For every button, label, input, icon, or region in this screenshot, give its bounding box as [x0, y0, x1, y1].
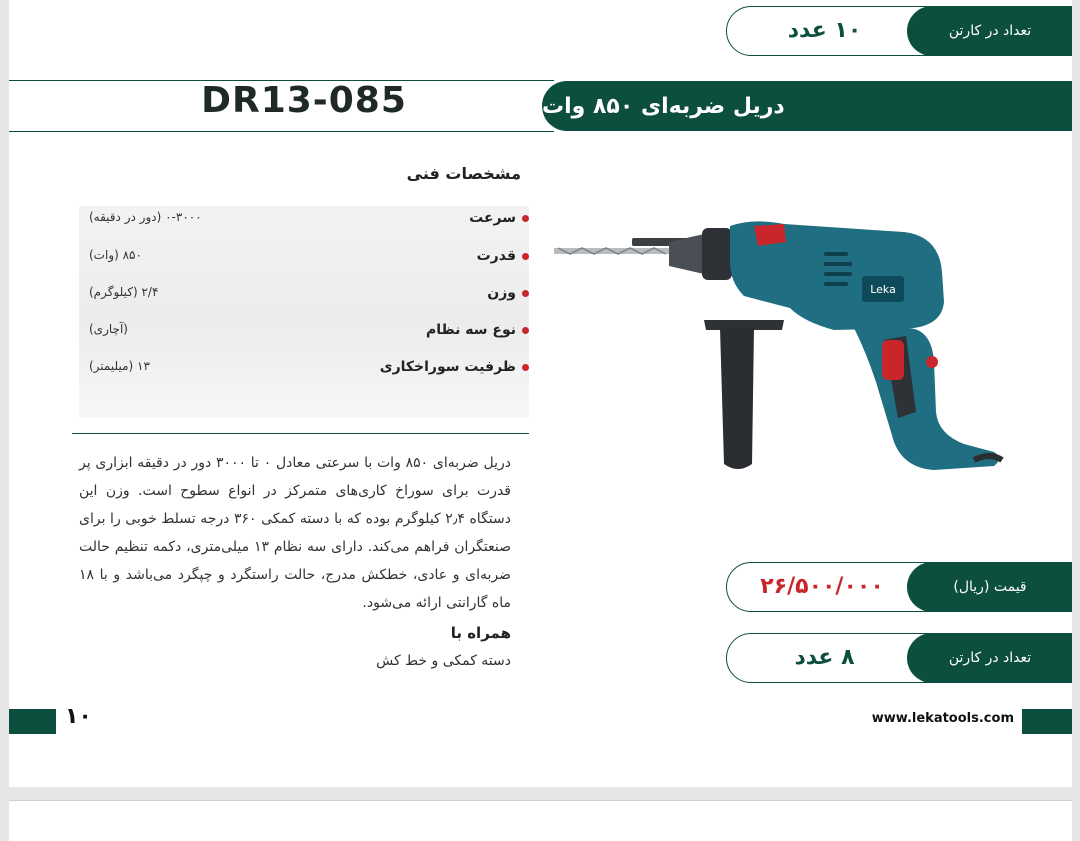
accessories-title: همراه با: [450, 624, 511, 642]
bullet-icon: [522, 327, 529, 334]
next-page-edge: [9, 800, 1072, 841]
spec-row-capacity: [79, 355, 529, 385]
spec-value: ۰-۳۰۰۰ (دور در دقیقه): [89, 210, 202, 224]
specs-heading: مشخصات فنی: [406, 164, 521, 183]
drill-bit: [554, 248, 674, 254]
bottom-carton-label: تعداد در کارتن: [907, 633, 1072, 683]
spec-row-weight: [79, 281, 529, 311]
spec-value: (آچاری): [89, 322, 128, 336]
accessories-text: دسته کمکی و خط کش: [376, 653, 511, 669]
spec-label: نوع سه نظام: [425, 322, 516, 338]
spec-row-power: [79, 244, 529, 274]
spec-label: وزن: [487, 285, 516, 301]
brand-logo: Leka: [870, 283, 896, 296]
drill-handle: [854, 328, 999, 470]
website-link[interactable]: www.lekatools.com: [871, 711, 1014, 726]
top-carton-value: ۱۰ عدد: [787, 18, 862, 43]
bottom-carton-value: ۸ عدد: [794, 645, 855, 670]
bottom-carton-pill: [726, 633, 1072, 683]
price-value: ۲۶/۵۰۰/۰۰۰: [760, 574, 884, 599]
spec-value: ۸۵۰ (وات): [89, 248, 142, 262]
drill-product-image: [554, 212, 1004, 477]
page-number: ۱۰: [65, 704, 92, 729]
bullet-icon: [522, 253, 529, 260]
footer-bar-right: [1022, 709, 1072, 734]
product-description: دریل ضربه‌ای ۸۵۰ وات با سرعتی معادل ۰ تا ۳۰۰۰ دور در دقیقه ابزاری پر قدرت برای سوراخ کاری‌های متمرکز در انواع سطوح است. وزن این دستگاه ۲٫۴ کیلوگرم بوده که با دسته کمکی ۳۶۰ درجه تسلط خوبی را برای صنعتگران فراهم می‌کند. دارای سه نظام ۱۳ میلی‌متری، دکمه تنظیم حالت ضربه‌ای و عادی، خطکش مدرج، حالت راستگرد و چپگرد می‌باشد و با ۱۸ ماه گارانتی ارائه می‌شود.: [79, 455, 512, 611]
description-divider: [72, 433, 529, 434]
spec-label: سرعت: [469, 210, 516, 226]
price-pill: [726, 562, 1072, 612]
spec-label: قدرت: [476, 248, 516, 264]
spec-label: ظرفیت سوراخکاری: [379, 359, 516, 375]
product-model: DR13-085: [201, 80, 407, 121]
spec-value: ۱۳ (میلیمتر): [89, 359, 150, 373]
top-carton-pill: [726, 6, 1072, 56]
bullet-icon: [522, 364, 529, 371]
side-handle: [720, 328, 754, 469]
price-label: قیمت (ریال): [907, 562, 1072, 612]
specs-table: [79, 206, 529, 418]
spec-row-chuck: [79, 318, 529, 348]
bullet-icon: [522, 215, 529, 222]
bullet-icon: [522, 290, 529, 297]
spec-row-speed: [79, 206, 529, 236]
catalog-page: [9, 0, 1072, 787]
top-carton-label: تعداد در کارتن: [907, 6, 1072, 56]
trigger: [882, 340, 904, 380]
spec-value: ۲/۴ (کیلوگرم): [89, 285, 159, 299]
header-rule-bottom: [9, 131, 554, 132]
footer-bar-left: [9, 709, 56, 734]
product-title: دریل ضربه‌ای ۸۵۰ وات: [542, 81, 1072, 131]
